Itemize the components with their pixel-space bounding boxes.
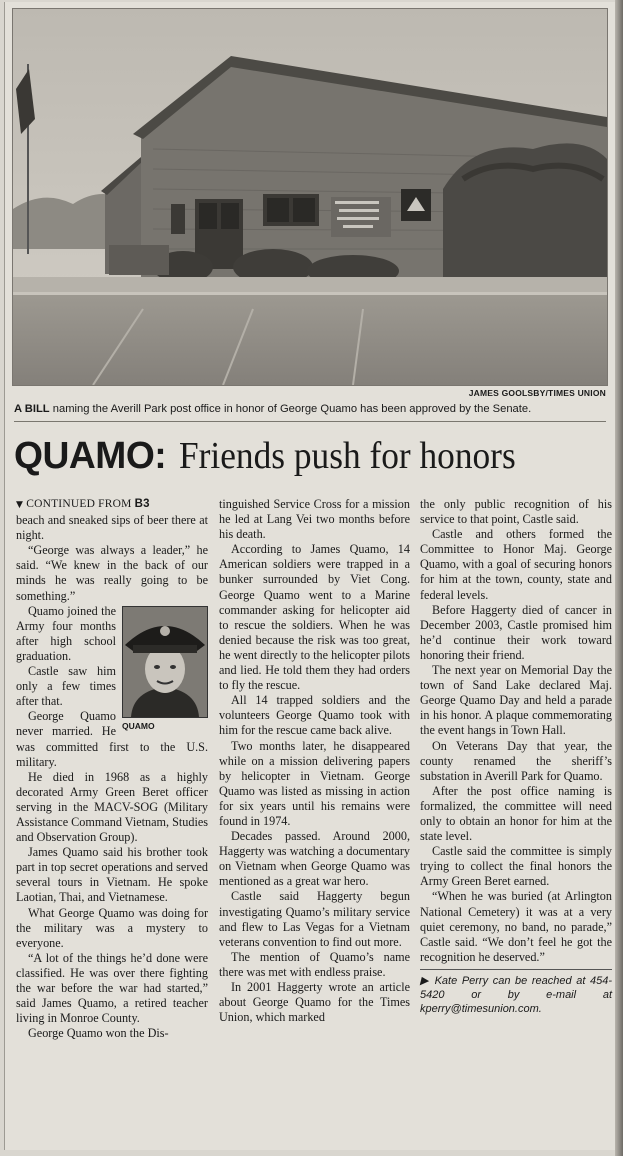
paragraph: What George Quamo was doing for the military was a mystery to everyone. — [16, 905, 208, 950]
headline-main: Friends push for honors — [179, 435, 517, 477]
paragraph: Quamo joined the Army four months after high school graduation. — [16, 603, 116, 663]
paragraph: tinguished Service Cross for a mission he led at Lang Vei two months before his death. — [219, 497, 410, 542]
down-triangle-icon: ▼ — [16, 500, 24, 510]
paragraph: “When he was buried (at Arlington National Cemetery) it was at a very quiet ceremony, no band, no parade,” Castle said. “We don’t feel he got the recognition he deserved.” — [420, 889, 612, 964]
paragraph: Before Haggerty died of cancer in December 2003, Castle promised him he’d continue their work toward honoring their friend. — [420, 602, 612, 662]
quamo-mugshot — [122, 606, 208, 718]
author-contact-text: Kate Perry can be reached at 454-5420 or by e-mail at kperry@timesunion.com. — [420, 974, 612, 1015]
paragraph: George Quamo never married. He was committed first to the U.S. military. — [16, 709, 208, 769]
mugshot-label: QUAMO — [122, 720, 155, 731]
paragraph: Castle said the committee is simply trying to collect the final honors the Army Green Beret earned. — [420, 844, 612, 889]
continued-from-page: B3 — [134, 498, 150, 510]
paragraph: Castle and others formed the Committee to Honor Maj. George Quamo, with a goal of securing honors for him at the town, county, state and federal levels. — [420, 527, 612, 602]
paragraph: the only public recognition of his service to that point, Castle said. — [420, 497, 612, 527]
page-edge — [615, 0, 623, 1156]
right-triangle-icon: ▶ — [420, 974, 430, 987]
headline-kicker: QUAMO: — [14, 435, 167, 477]
paragraph: Castle said Haggerty begun investigating Quamo’s military service and flew to Las Vegas for a Vietnam veterans convention to find out more. — [219, 889, 410, 949]
paragraph: The mention of Quamo’s name there was met with endless praise. — [219, 949, 410, 979]
continued-from-line — [16, 497, 208, 513]
paragraph: After the post office naming is formalized, the committee will need only to obtain an honor for him at the state level. — [420, 783, 612, 844]
caption-text: naming the Averill Park post office in honor of George Quamo has been approved by the Senate. — [49, 403, 532, 415]
article-column-2 — [219, 497, 410, 1025]
paragraph: James Quamo said his brother took part in top secret operations and served several tours in Vietnam. He spoke Laotian, Thai, and Vietnamese. — [16, 845, 208, 905]
article-column-3 — [420, 497, 612, 1016]
paragraph: The next year on Memorial Day the town of Sand Lake declared Maj. George Quamo Day and held a parade in his honor. A plaque commemorating the event hangs in Town Hall. — [420, 663, 612, 738]
paragraph: In 2001 Haggerty wrote an article about George Quamo for the Times Union, which marked — [219, 980, 410, 1025]
divider — [14, 421, 606, 422]
paragraph: He died in 1968 as a highly decorated Army Green Beret officer serving in the MACV-SOG (Military Assistance Command Vietnam, Studies and Observation Group). — [16, 769, 208, 845]
post-office-image — [13, 9, 607, 385]
byline-divider — [420, 969, 612, 970]
headline — [14, 434, 614, 484]
continued-from-label: CONTINUED FROM — [26, 498, 135, 510]
paragraph: Two months later, he disappeared while on a mission delivering papers by helicopter in Vietnam. George Quamo was listed as missing in action for six years until his remains were found in 1974. — [219, 738, 410, 828]
paragraph: “A lot of the things he’d done were classified. He was over there fighting the war before the war had started,” said James Quamo, a retired teacher living in Monroe County. — [16, 950, 208, 1026]
photo-caption — [14, 402, 614, 416]
soldier-portrait-image — [123, 607, 207, 717]
caption-lead: A BILL — [14, 403, 50, 415]
paragraph: Decades passed. Around 2000, Haggerty was watching a documentary on Vietnam when George Quamo was mentioned as a great war hero. — [219, 829, 410, 889]
paragraph: According to James Quamo, 14 American soldiers were trapped in a bunker surrounded by Viet Cong. George Quamo went to a Marine commander asking for helicopter aid to rescue the soldiers. When he was denied because the risk was too great, he went directly to the helicopter pilots and lied. He told them they had orders to fly the rescue. — [219, 542, 410, 693]
paragraph: On Veterans Day that year, the county renamed the sheriff’s substation in Averill Park for Quamo. — [420, 738, 612, 783]
paragraph: Castle saw him only a few times after that. — [16, 664, 116, 709]
author-contact — [420, 974, 612, 1016]
photo-credit: JAMES GOOLSBY/TIMES UNION — [468, 388, 606, 398]
paragraph: All 14 trapped soldiers and the volunteers George Quamo took with him for the rescue came back alive. — [219, 693, 410, 738]
paragraph: beach and sneaked sips of beer there at night. — [16, 513, 208, 543]
paragraph: George Quamo won the Dis- — [28, 1026, 169, 1041]
paragraph: “George was always a leader,” he said. “We knew in the back of our minds he was really going to be something.” — [16, 543, 208, 603]
article-column-1 — [16, 497, 208, 1041]
post-office-photo — [12, 8, 608, 386]
